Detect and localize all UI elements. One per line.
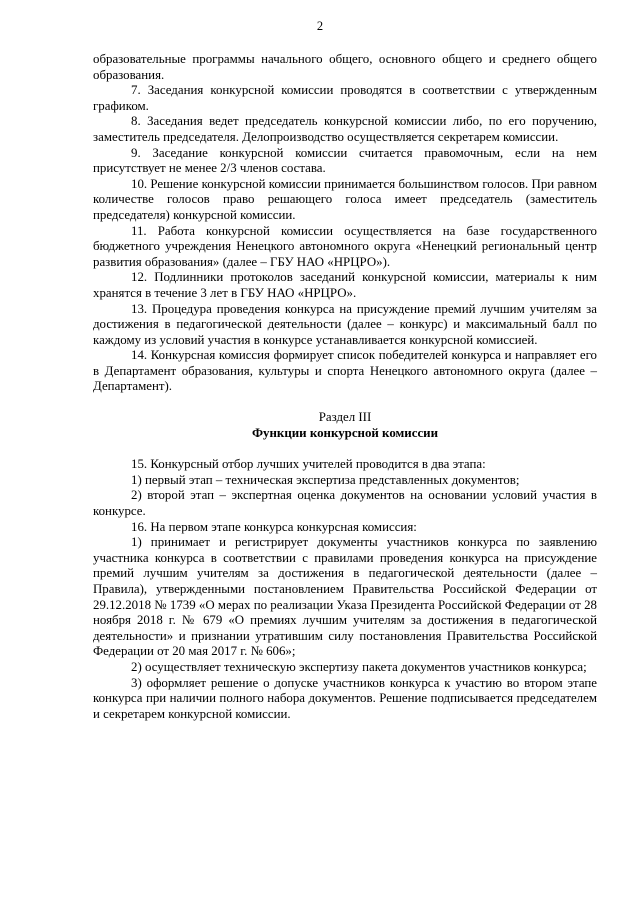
paragraph-item-8: 8. Заседания ведет председатель конкурсной комиссии либо, по его поручению, заместитель председателя. Делопроизводство осуществляется секретарем комиссии. [93,114,597,144]
paragraph-item-16: 16. На первом этапе конкурса конкурсная комиссия: [131,519,417,534]
paragraph-item-15: 15. Конкурсный отбор лучших учителей проводится в два этапа: [131,457,486,472]
section-title: Функции конкурсной комиссии [251,425,439,440]
paragraph-item-7: 7. Заседания конкурсной комиссии проводятся в соответствии с утвержденным графиком. [93,83,597,113]
paragraph-subitem-16-3: 3) оформляет решение о допуске участников конкурса к участию во втором этапе конкурса при наличии полного набора документов. Решение подписывается председателем и секретарем конкурсной комиссии. [93,675,597,721]
page-number: 2 [316,19,324,33]
paragraph-item-14: 14. Конкурсная комиссия формирует список победителей конкурса и направляет его в Департамент образования, культуры и спорта Ненецкого автономного округа (далее – Департамент). [93,348,597,394]
paragraph-item-11: 11. Работа конкурсной комиссии осуществляется на базе государственного бюджетного учреждения Ненецкого автономного округа «Ненецкий региональный центр развития образования» (далее – ГБУ НАО «НРЦРО»). [93,223,597,269]
paragraph-item-12: 12. Подлинники протоколов заседаний конкурсной комиссии, материалы к ним хранятся в течение 3 лет в ГБУ НАО «НРЦРО». [93,270,597,300]
section-heading [93,410,597,441]
paragraphs-after-section [93,457,597,722]
paragraph-subitem-16-1: 1) принимает и регистрирует документы участников конкурса по заявлению участника конкурса в соответствии с правилами проведения конкурса на присуждение премий лучшим учителям за достижения в педагогической деятельности (далее – Правила), утвержденными постановлением Правительства Российской Федерации от 29.12.2018 № 1739 «О мерах по реализации Указа Президента Российской Федерации от 28 ноября 2018 г. № 679 «О премиях лучшим учителям за достижения в педагогической деятельности» и признании утратившим силу постановления Правительства Российской Федерации от 20 мая 2017 г. № 606»; [93,535,597,659]
paragraph-item-9: 9. Заседание конкурсной комиссии считается правомочным, если на нем присутствует не менее 2/3 членов состава. [93,145,597,176]
paragraph-subitem-16-2: 2) осуществляет техническую экспертизу пакета документов участников конкурса; [131,659,587,674]
paragraphs-before-section [93,52,597,395]
document-body [93,52,597,722]
spacer [93,395,597,410]
spacer [93,441,597,457]
paragraph-item-13: 13. Процедура проведения конкурса на присуждение премий лучшим учителям за достижения в педагогической деятельности (далее – конкурс) и максимальный балл по каждому из условий участия в конкурсе устанавливается конкурсной комиссией. [93,301,597,347]
section-label: Раздел III [318,410,372,425]
paragraph-subitem-15-2: 2) второй этап – экспертная оценка документов на основании условий участия в конкурсе. [93,488,597,519]
paragraph-item-10: 10. Решение конкурсной комиссии принимается большинством голосов. При равном количестве голосов право решающего голоса имеет председатель (заместитель председателя) конкурсной комиссии. [93,176,597,222]
paragraph-subitem-15-1: 1) первый этап – техническая экспертиза представленных документов; [131,472,520,487]
paragraph-continuation: образовательные программы начального общего, основного общего и среднего общего образования. [93,52,597,82]
